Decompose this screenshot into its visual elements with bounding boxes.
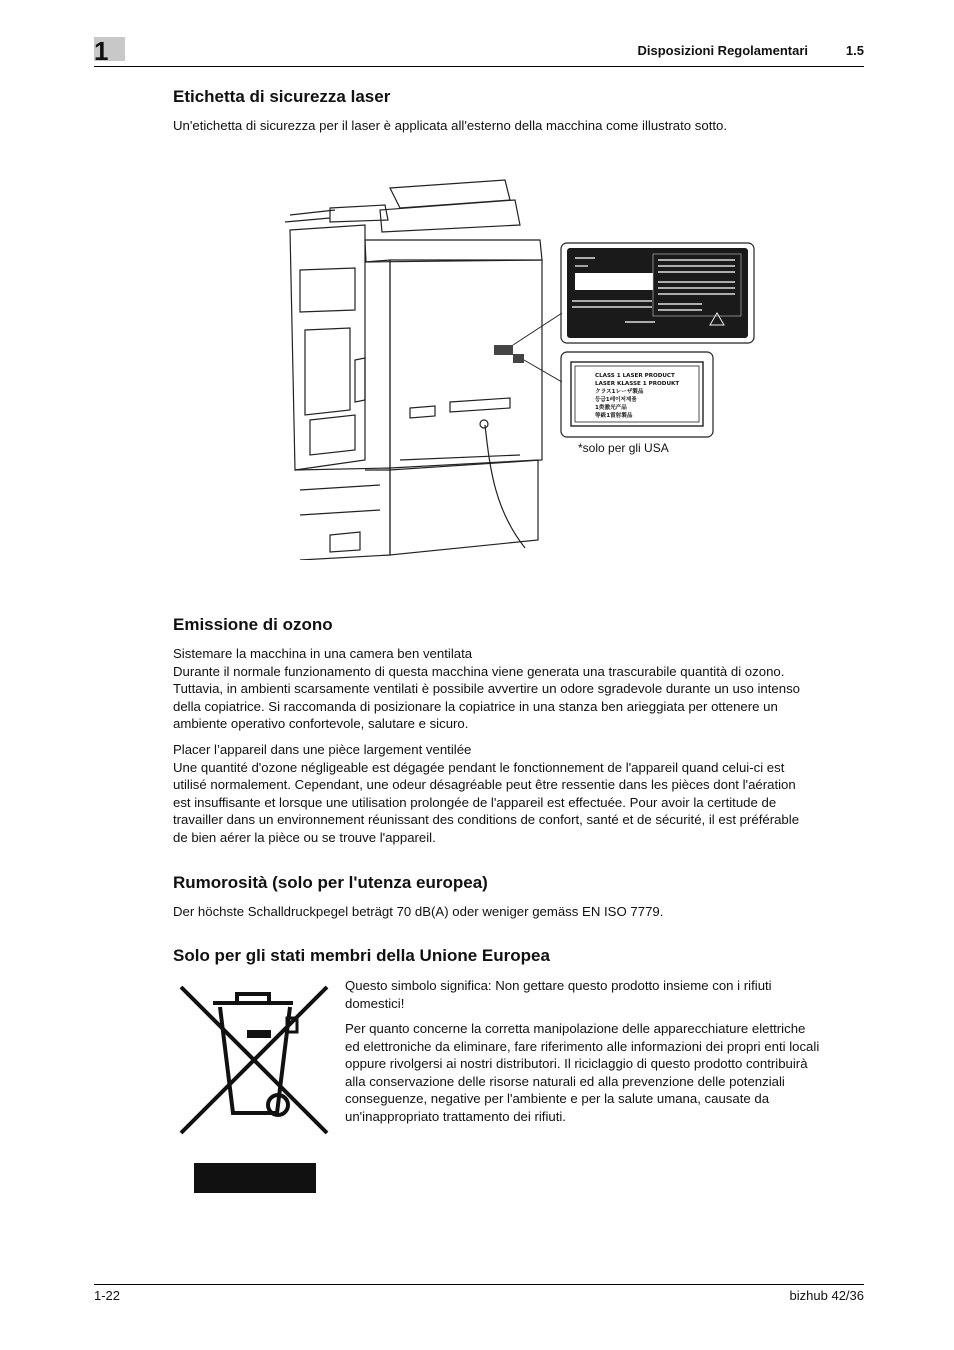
ozone-fr-line: travailler dans un environnement réunissant des conditions de confort, santé et de sécurité, il est préférable <box>173 812 800 827</box>
ozone-it-line: della copiatrice. Si raccomanda di posizionare la copiatrice in una stanza ben arieggiata per ottenere un <box>173 698 778 714</box>
usa-note: *solo per gli USA <box>578 441 669 455</box>
laser-label-line-1: CLASS 1 LASER PRODUCT <box>595 373 675 379</box>
ozone-heading: Emissione di ozono <box>173 615 333 634</box>
footer-rule <box>94 1284 864 1285</box>
laser-label-line-6: 等級1雷射製品 <box>595 413 633 419</box>
ozone-paragraph-fr <box>173 741 799 846</box>
header-title: Disposizioni Regolamentari <box>637 43 808 58</box>
ozone-fr-line: Placer l’appareil dans une pièce largement ventilée <box>173 742 472 757</box>
ozone-fr-line: Une quantité d'ozone négligeable est dégagée pendant le fonctionnement de l'appareil quand celui-ci est <box>173 759 785 775</box>
header-section: 1.5 <box>845 43 864 58</box>
copier-illustration <box>270 170 760 560</box>
eu-line: domestici! <box>345 995 405 1011</box>
ozone-it-line: ambiente operativo confortevole, salutare e sicuro. <box>173 716 469 731</box>
laser-label-line-2: LASER KLASSE 1 PRODUKT <box>595 381 680 387</box>
eu-line: un'inappropriato trattamento dei rifiuti. <box>345 1108 566 1124</box>
chapter-number: 1 <box>94 36 109 66</box>
ozone-it-line: Sistemare la macchina in una camera ben ventilata <box>173 646 473 661</box>
laser-text: Un'etichetta di sicurezza per il laser è applicata all'esterno della macchina come illustrato sotto. <box>173 118 728 133</box>
eu-line: Questo simbolo significa: Non gettare questo prodotto insieme con i rifiuti <box>345 978 772 993</box>
eu-paragraph-1 <box>345 977 865 1012</box>
weee-bin-icon <box>175 983 335 1198</box>
ozone-paragraph-it <box>173 645 800 733</box>
noise-heading: Rumorosità (solo per l'utenza europea) <box>173 873 488 892</box>
ozone-fr-line: utilisé normalement. Cependant, une odeur désagréable peut être ressentie dans les pièces dont l'aération <box>173 777 796 792</box>
footer-page-number: 1-22 <box>94 1288 121 1303</box>
laser-label-line-4: 등급1레이저제품 <box>595 397 637 403</box>
noise-text: Der höchste Schalldruckpegel beträgt 70 dB(A) oder weniger gemäss EN ISO 7779. <box>173 904 664 919</box>
laser-label-line-5: 1类激光产品 <box>595 405 627 411</box>
eu-line: oppure rivolgersi ai nostri distributori. Il riciclaggio di questo prodotto contribuirà <box>345 1056 808 1071</box>
laser-heading: Etichetta di sicurezza laser <box>173 87 391 106</box>
eu-line: alla conservazione delle risorse naturali ed alla prevenzione delle potenziali <box>345 1073 785 1089</box>
eu-paragraph-2 <box>345 1020 865 1125</box>
ozone-fr-line: de bien aérer la pièce ou se trouve l'appareil. <box>173 829 436 845</box>
ozone-it-line: Tuttavia, in ambienti scarsamente ventilati è possibile avvertire un odore sgradevole durante un uso intenso <box>173 681 801 696</box>
ozone-fr-line: est insuffisante et lorsque une utilisation prolongée de l'appareil est effectuée. Pour avoir la certitude de <box>173 794 777 810</box>
header-rule <box>94 66 864 67</box>
laser-label-line-3: クラス1レーザ製品 <box>595 389 644 395</box>
eu-line: ed elettroniche da eliminare, fare riferimento alle informazioni dei propri enti locali <box>345 1038 820 1054</box>
eu-heading: Solo per gli stati membri della Unione Europea <box>173 946 550 965</box>
footer-product: bizhub 42/36 <box>789 1288 864 1303</box>
eu-line: Per quanto concerne la corretta manipolazione delle apparecchiature elettriche <box>345 1021 806 1036</box>
eu-line: conseguenze, negative per l'ambiente e per la salute umana, causate da <box>345 1091 770 1106</box>
ozone-it-line: Durante il normale funzionamento di questa macchina viene generata una trascurabile quantità di ozono. <box>173 663 785 679</box>
